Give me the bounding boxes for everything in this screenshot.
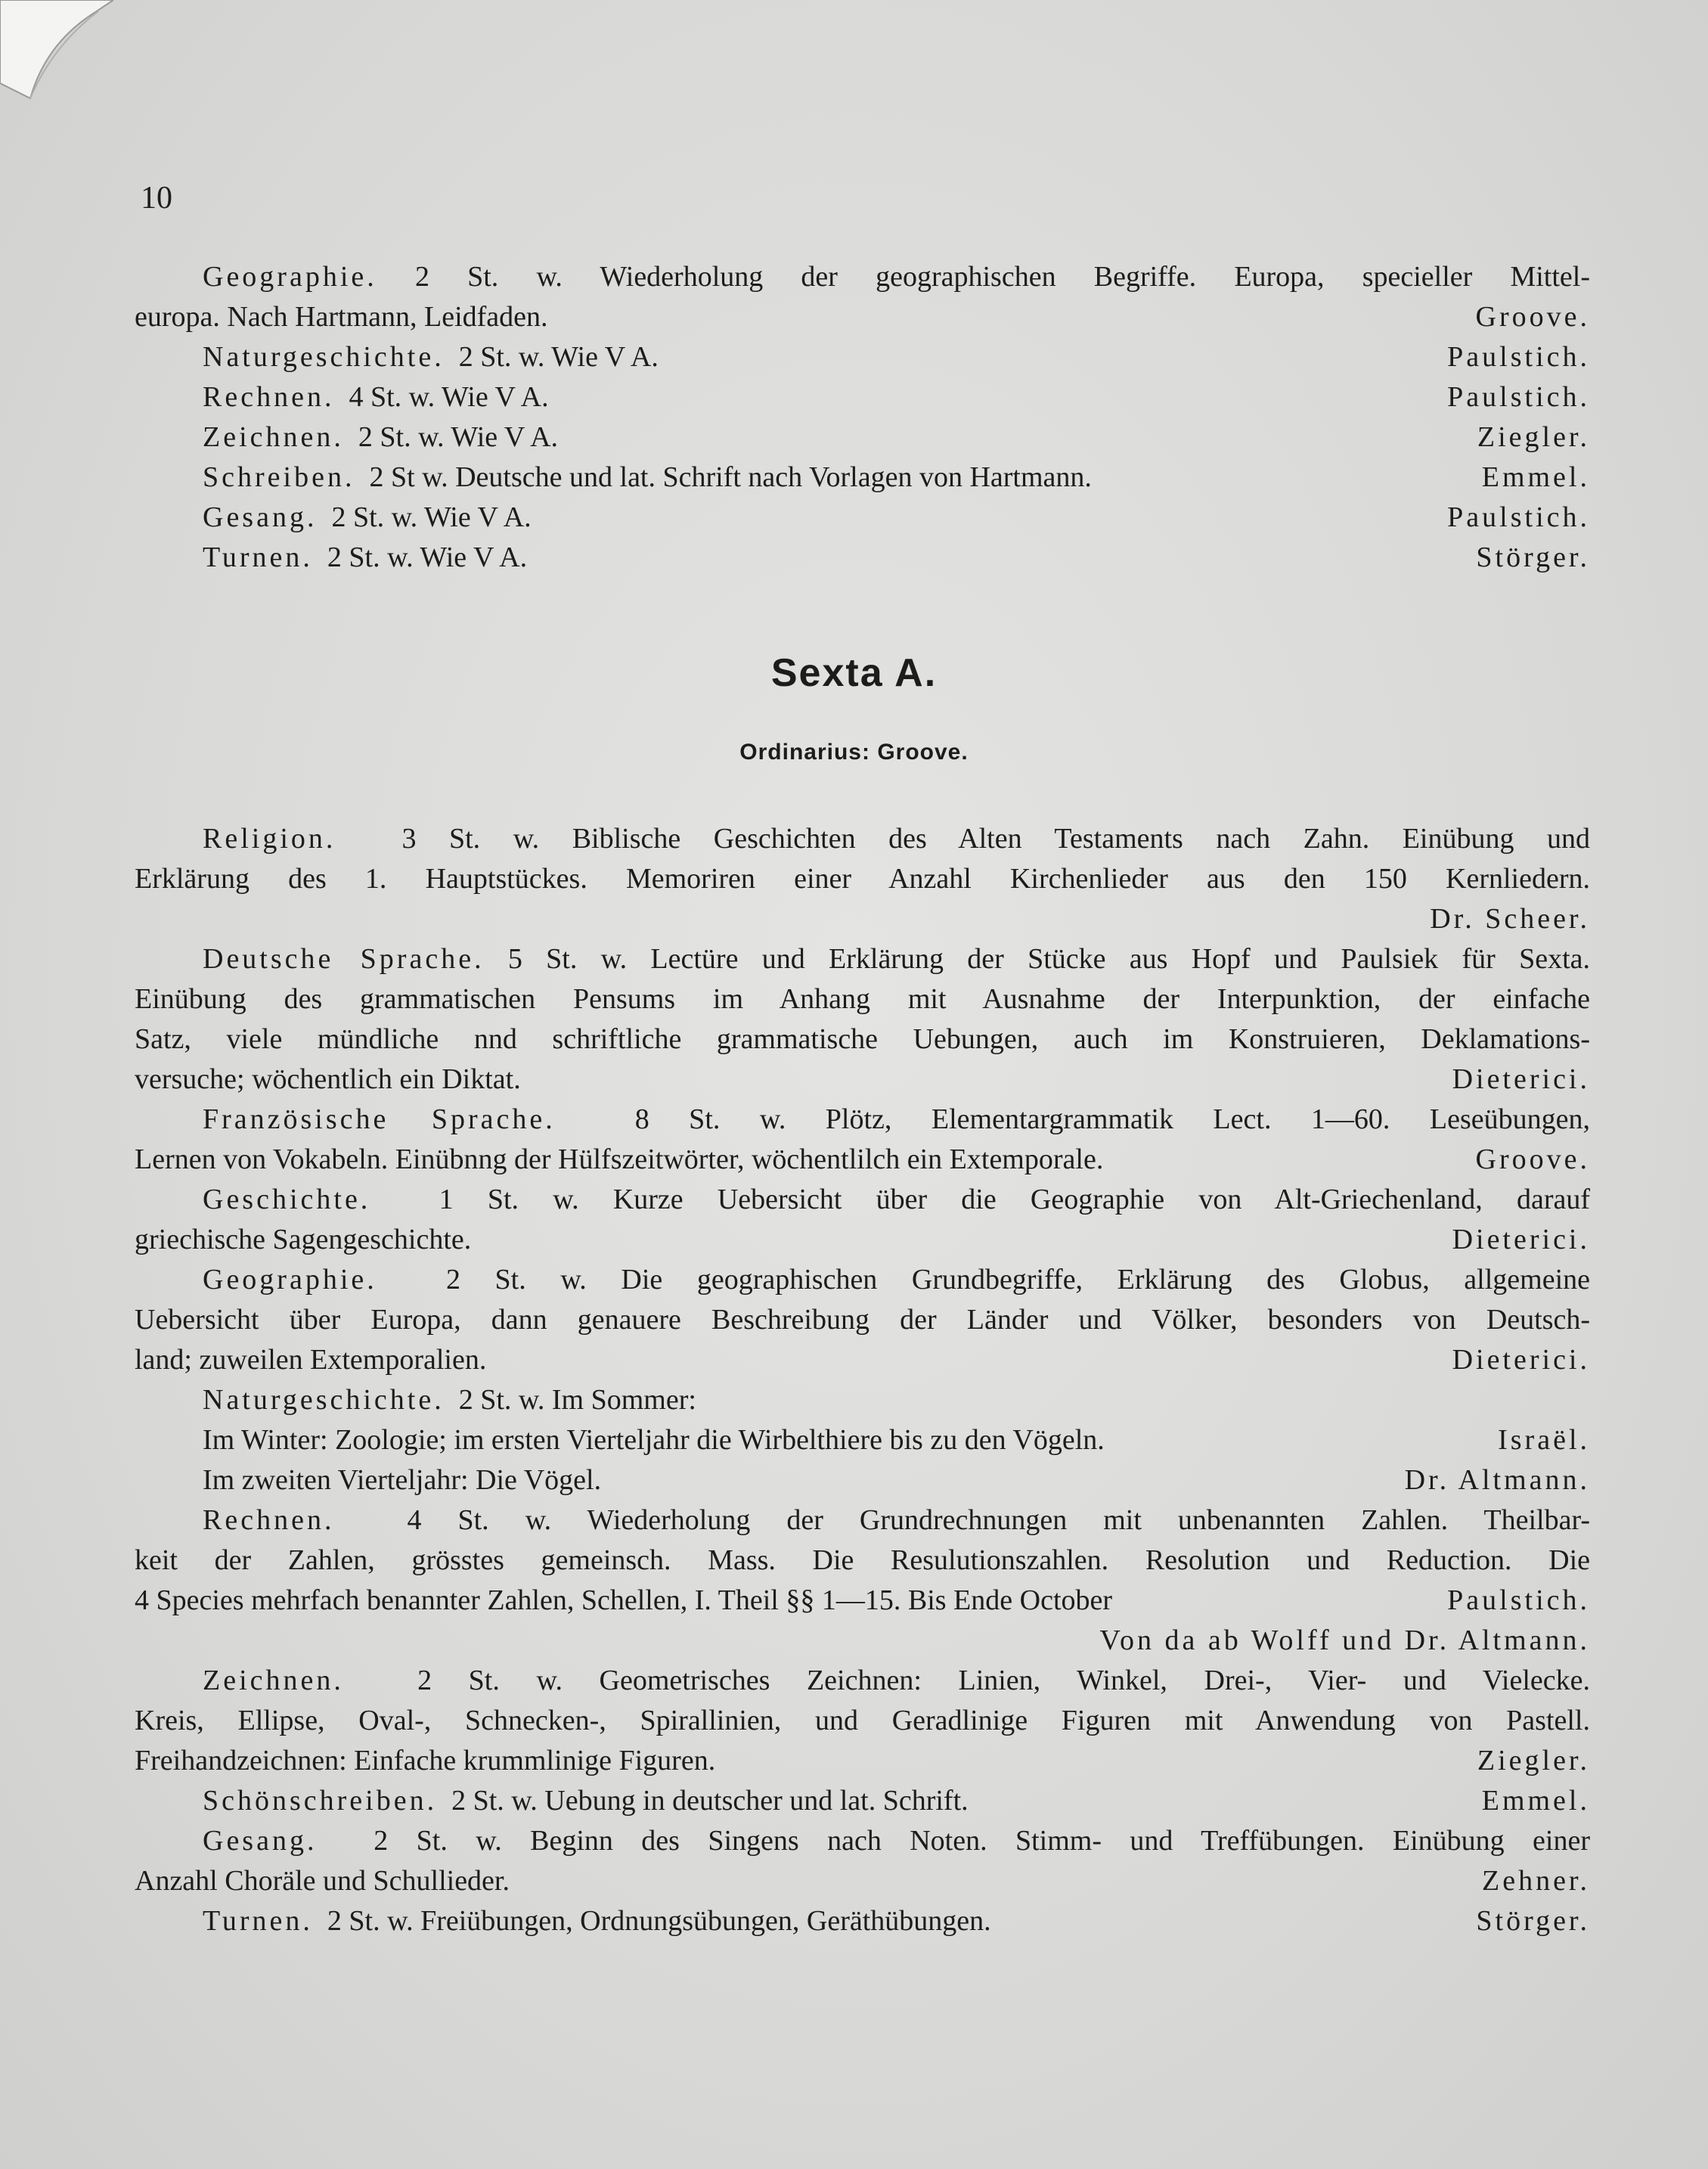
line-text: 2 St. w. Beginn des Singens nach Noten. Stimm- und Treffübungen. Einübung einer <box>374 1825 1590 1857</box>
line-text: 2 St. w. Freiübungen, Ordnungsübungen, Geräthübungen. <box>327 1905 991 1937</box>
text-line <box>135 1741 1590 1781</box>
subject-label: Rechnen. <box>203 381 335 413</box>
text-line <box>135 377 1590 417</box>
ordinarius-line: Ordinarius: Groove. <box>739 740 969 765</box>
text-line <box>135 939 1590 979</box>
line-text: 2 St. w. Wie V A. <box>458 341 659 373</box>
line-text: 1 St. w. Kurze Uebersicht über die Geographie von Alt-Griechenland, darauf <box>439 1184 1590 1215</box>
line-text: Freihandzeichnen: Einfache krummlinige Figuren. <box>135 1745 716 1776</box>
text-line <box>135 1060 1590 1100</box>
line-text: 2 St w. Deutsche und lat. Schrift nach Vorlagen von Hartmann. <box>369 461 1092 493</box>
text-line <box>135 1500 1590 1541</box>
teacher-name: Emmel. <box>1481 1785 1590 1817</box>
line-text: 2 St. w. Uebung in deutscher und lat. Schrift. <box>451 1785 969 1817</box>
text-line <box>135 819 1590 859</box>
line-text: Anzahl Choräle und Schullieder. <box>135 1865 510 1897</box>
teacher-name: Störger. <box>1476 541 1590 573</box>
text-line <box>135 297 1590 337</box>
teacher-name: Ziegler. <box>1477 1745 1590 1776</box>
text-line: Einübung des grammatischen Pensums im Anhang mit Ausnahme der Interpunktion, der einfache <box>135 983 1590 1015</box>
text-line <box>135 1380 1590 1420</box>
line-text: 2 St. w. Im Sommer: <box>458 1384 696 1416</box>
subject-label: Gesang. <box>203 501 318 533</box>
teacher-name: Zehner. <box>1481 1865 1590 1897</box>
line-text: 2 St. w. Wie V A. <box>331 501 532 533</box>
subject-label: Deutsche Sprache. <box>203 943 485 975</box>
subject-label: Geographie. <box>203 1264 377 1296</box>
line-text: 4 Species mehrfach benannter Zahlen, Schellen, I. Theil §§ 1—15. Bis Ende October <box>135 1584 1113 1616</box>
teacher-name: Dieterici. <box>1452 1063 1590 1095</box>
subject-label: Zeichnen. <box>203 421 344 453</box>
line-text: land; zuweilen Extemporalien. <box>135 1344 487 1376</box>
line-text: 3 St. w. Biblische Geschichten des Alten Testaments nach Zahn. Einübung und <box>401 823 1591 855</box>
text-line: Uebersicht über Europa, dann genauere Beschreibung der Länder und Völker, besonders von Deutsch- <box>135 1304 1590 1336</box>
text-line <box>135 1460 1590 1500</box>
subject-label: Turnen. <box>203 1905 313 1937</box>
text-line <box>135 1781 1590 1821</box>
text-line: Satz, viele mündliche nnd schriftliche grammatische Uebungen, auch im Konstruieren, Deklamations- <box>135 1023 1590 1055</box>
teacher-name: Emmel. <box>1481 461 1590 493</box>
text-line <box>135 1581 1590 1621</box>
teacher-name: Paulstich. <box>1447 501 1590 533</box>
teacher-name: Dr. Scheer. <box>1430 903 1590 935</box>
subject-label: Turnen. <box>203 541 313 573</box>
page-number: 10 <box>141 181 172 216</box>
subject-label: Geschichte. <box>203 1184 371 1215</box>
top-section <box>135 257 1590 578</box>
section-title: Sexta A. <box>770 651 938 695</box>
text-line <box>135 1420 1590 1460</box>
text-line <box>135 1340 1590 1380</box>
subject-label: Französische Sprache. <box>203 1103 556 1135</box>
line-text: Im zweiten Vierteljahr: Die Vögel. <box>203 1464 602 1496</box>
subject-label: Rechnen. <box>203 1504 335 1536</box>
text-line <box>135 1140 1590 1180</box>
page-corner-curl <box>0 0 113 113</box>
teacher-name: Paulstich. <box>1447 341 1590 373</box>
line-text: 8 St. w. Plötz, Elementargrammatik Lect. 1—60. Leseübungen, <box>634 1103 1590 1135</box>
text-line <box>135 498 1590 538</box>
teacher-name: Dr. Altmann. <box>1404 1464 1590 1496</box>
subject-label: Schreiben. <box>203 461 355 493</box>
line-text: 5 St. w. Lectüre und Erklärung der Stücke aus Hopf und Paulsiek für Sexta. <box>507 943 1590 975</box>
text-line <box>135 1220 1590 1260</box>
main-section <box>135 819 1590 1941</box>
subject-label: Naturgeschichte. <box>203 341 445 373</box>
text-line <box>135 1180 1590 1220</box>
line-text: griechische Sagengeschichte. <box>135 1224 472 1255</box>
teacher-name: Paulstich. <box>1447 1584 1590 1616</box>
text-line <box>135 1661 1590 1701</box>
subject-label: Schönschreiben. <box>203 1785 438 1817</box>
line-text: 2 St. w. Wie V A. <box>358 421 559 453</box>
subject-label: Geographie. <box>203 261 377 293</box>
subject-label: Naturgeschichte. <box>203 1384 445 1416</box>
text-line <box>135 417 1590 458</box>
subject-label: Zeichnen. <box>203 1665 344 1696</box>
text-line <box>135 337 1590 377</box>
line-text: 4 St. w. Wiederholung der Grundrechnungen mit unbenannten Zahlen. Theilbar- <box>407 1504 1591 1536</box>
text-line <box>135 257 1590 297</box>
teacher-name: Störger. <box>1476 1905 1590 1937</box>
text-line <box>135 1821 1590 1861</box>
line-text: Im Winter: Zoologie; im ersten Vierteljahr die Wirbelthiere bis zu den Vögeln. <box>203 1424 1105 1456</box>
text-line: Erklärung des 1. Hauptstückes. Memoriren einer Anzahl Kirchenlieder aus den 150 Kernliedern. <box>135 863 1590 895</box>
teacher-name: Groove. <box>1475 301 1590 333</box>
text-line <box>135 458 1590 498</box>
line-text: Lernen von Vokabeln. Einübnng der Hülfszeitwörter, wöchentlilch ein Extemporale. <box>135 1143 1104 1175</box>
text-line <box>135 1100 1590 1140</box>
subject-label: Gesang. <box>203 1825 318 1857</box>
text-line <box>135 1260 1590 1300</box>
line-text: 2 St. w. Die geographischen Grundbegriffe, Erklärung des Globus, allgemeine <box>445 1264 1591 1296</box>
teacher-name: Paulstich. <box>1447 381 1590 413</box>
line-text: europa. Nach Hartmann, Leidfaden. <box>135 301 548 333</box>
line-text: versuche; wöchentlich ein Diktat. <box>135 1063 521 1095</box>
text-line <box>135 538 1590 578</box>
text-line <box>135 1861 1590 1901</box>
teacher-name: Groove. <box>1475 1143 1590 1175</box>
line-text: 2 St. w. Geometrisches Zeichnen: Linien, Winkel, Drei-, Vier- und Vielecke. <box>417 1665 1590 1696</box>
teacher-name: Von da ab Wolff und Dr. Altmann. <box>1099 1624 1590 1656</box>
teacher-name: Ziegler. <box>1477 421 1590 453</box>
teacher-name: Dieterici. <box>1452 1344 1590 1376</box>
subject-label: Religion. <box>203 823 336 855</box>
line-text: 2 St. w. Wie V A. <box>327 541 528 573</box>
line-text: 2 St. w. Wiederholung der geographischen Begriffe. Europa, specieller Mittel- <box>414 261 1591 293</box>
text-line <box>135 1901 1590 1941</box>
text-line: keit der Zahlen, grösstes gemeinsch. Mass. Die Resulutionszahlen. Resolution und Reduction. Die <box>135 1544 1590 1576</box>
text-line: Kreis, Ellipse, Oval-, Schnecken-, Spirallinien, und Geradlinige Figuren mit Anwendung von Pastell. <box>135 1705 1590 1736</box>
line-text: 4 St. w. Wie V A. <box>349 381 549 413</box>
teacher-name: Israël. <box>1498 1424 1590 1456</box>
teacher-name: Dieterici. <box>1452 1224 1590 1255</box>
